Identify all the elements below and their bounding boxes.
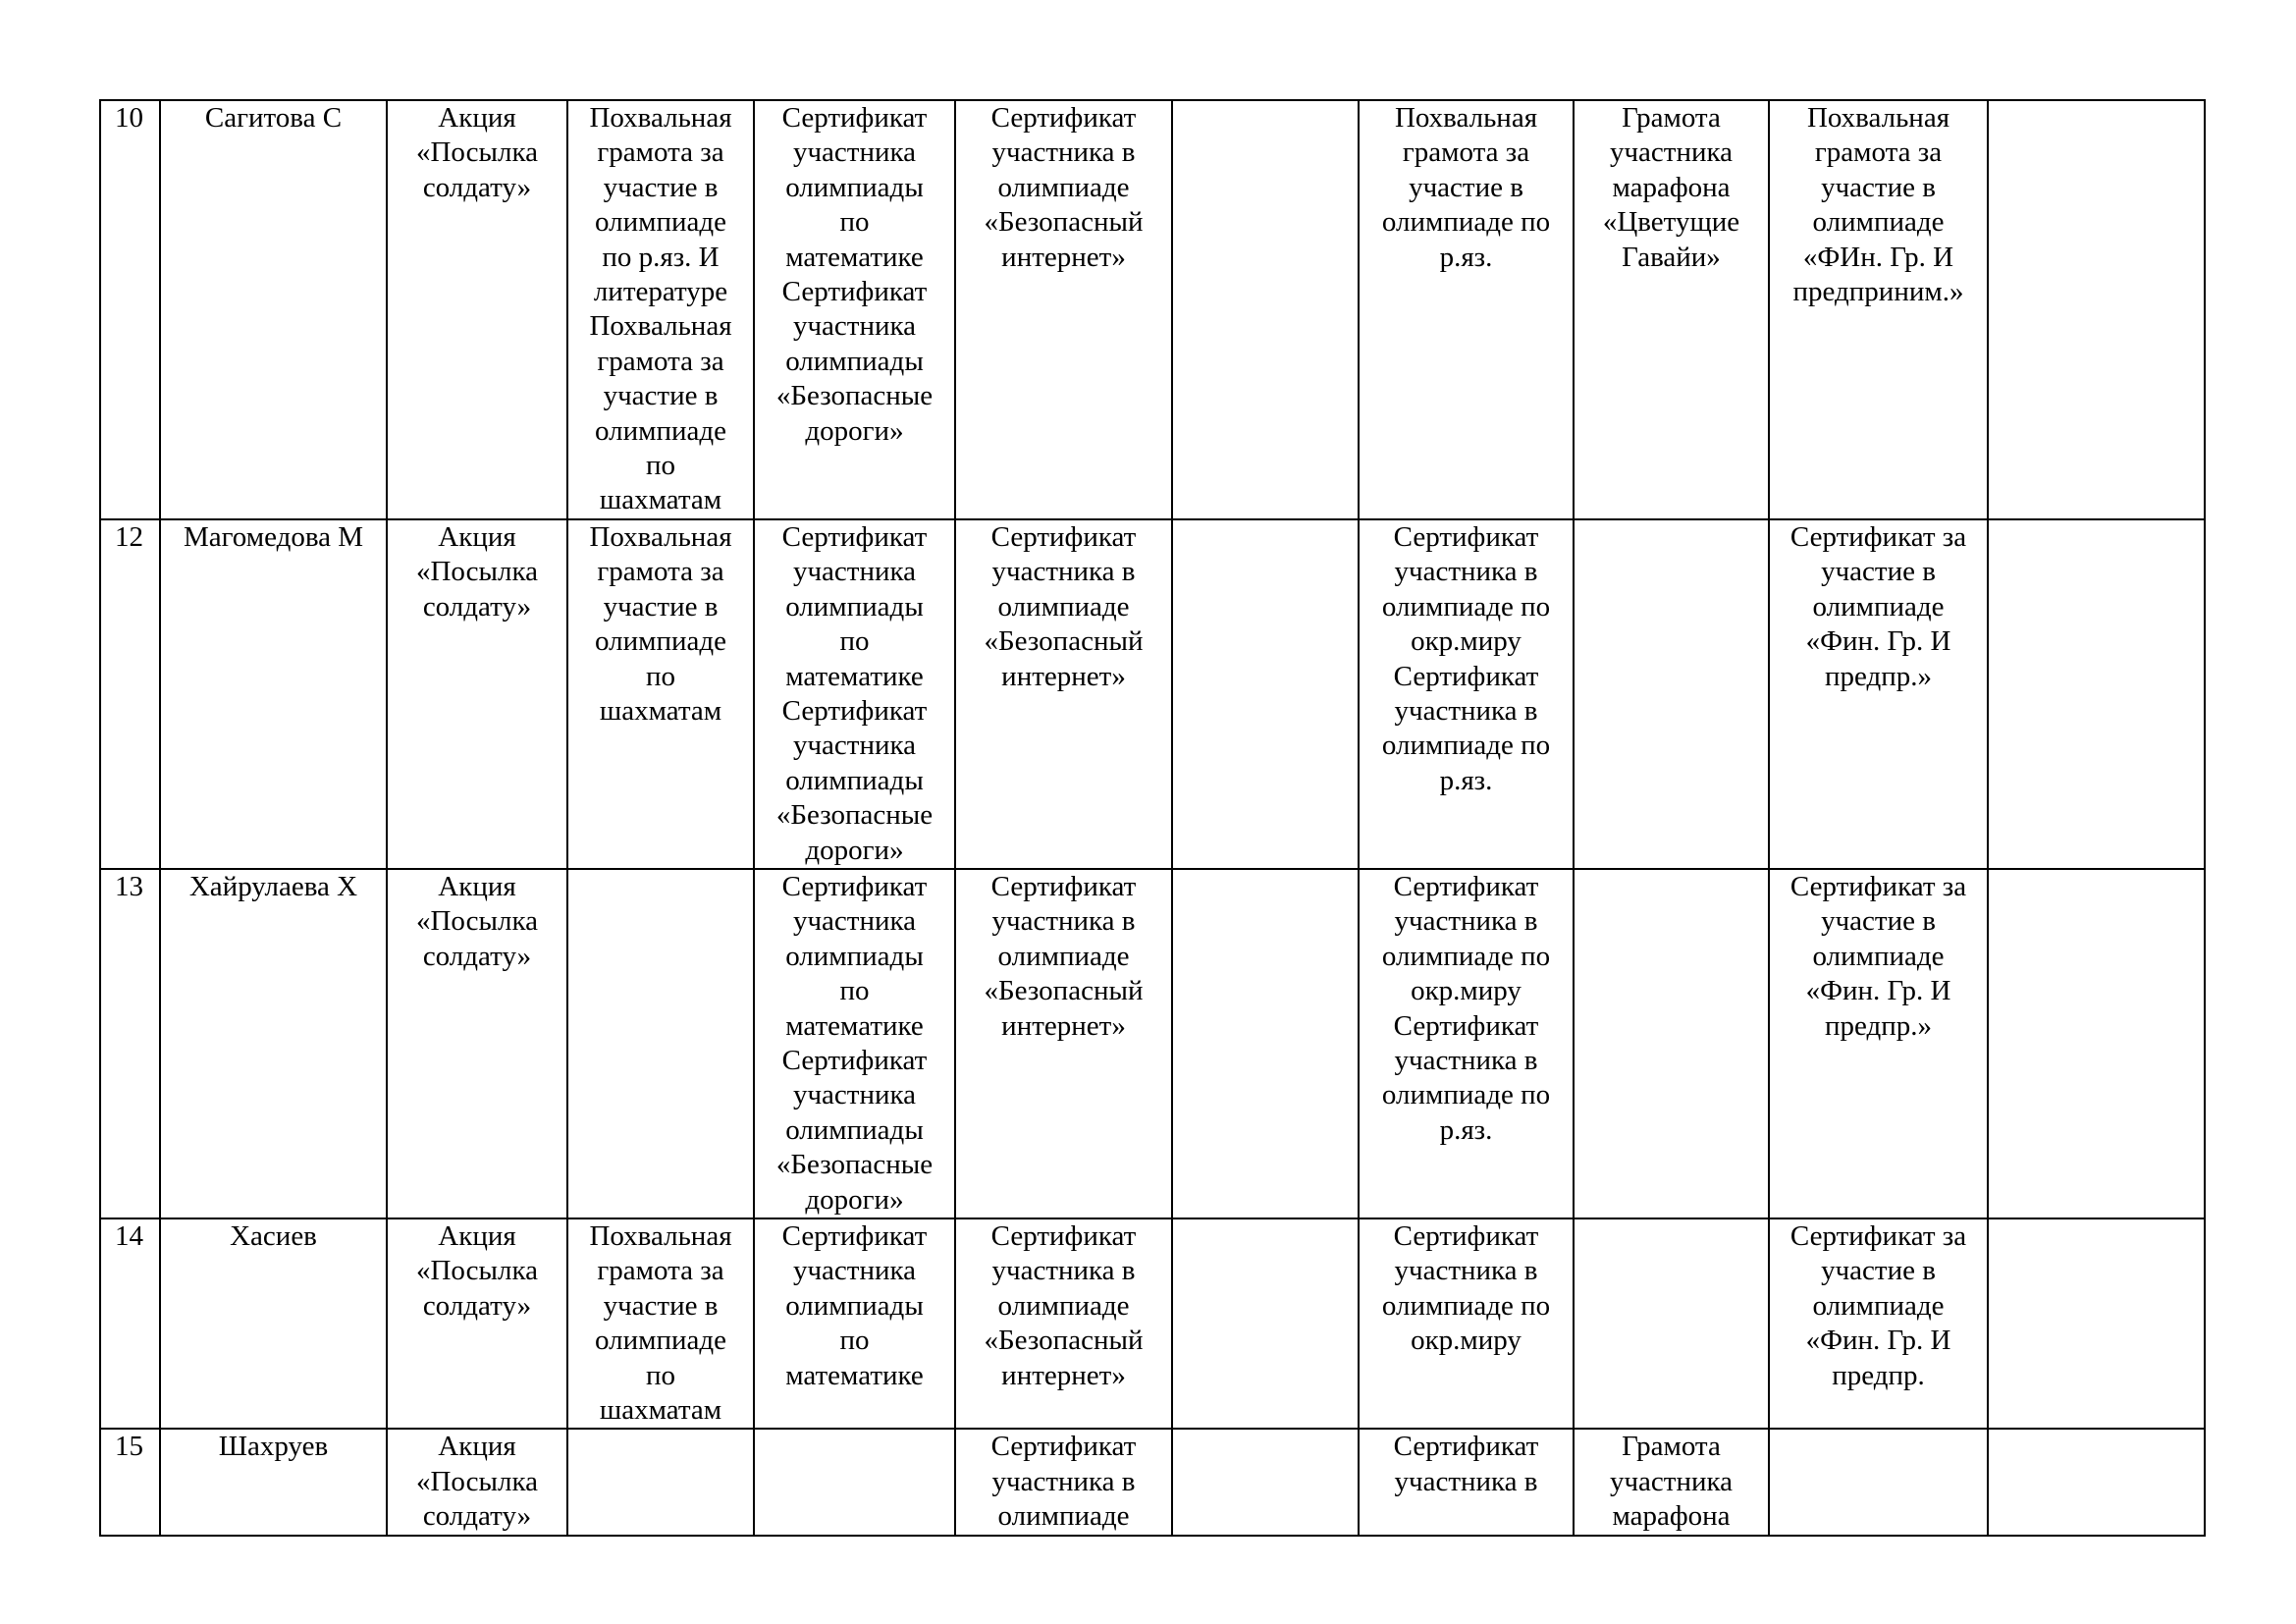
awards-table: [99, 99, 2206, 1537]
row-number: 10: [100, 100, 160, 519]
student-name: Шахруев: [160, 1429, 387, 1535]
table-cell: Похвальная грамота за участие в олимпиаде «ФИн. Гр. И предприним.»: [1769, 100, 1988, 519]
table-cell: [1574, 1218, 1769, 1429]
table-cell: Грамота участника марафона «Цветущие Гавайи»: [1574, 100, 1769, 519]
table-row: [100, 1429, 2205, 1535]
table-cell: Сертификат за участие в олимпиаде «Фин. Гр. И предпр.»: [1769, 869, 1988, 1218]
table-cell: [1574, 519, 1769, 869]
table-cell: [567, 1429, 754, 1535]
table-cell: [1574, 869, 1769, 1218]
table-row: [100, 519, 2205, 869]
table-cell: [1172, 519, 1359, 869]
table-cell: [1988, 1218, 2205, 1429]
table-cell: Акция «Посылка солдату»: [387, 100, 567, 519]
table-cell: Акция «Посылка солдату»: [387, 519, 567, 869]
row-number: 15: [100, 1429, 160, 1535]
table-cell: Грамота участника марафона: [1574, 1429, 1769, 1535]
table-cell: Акция «Посылка солдату»: [387, 869, 567, 1218]
table-cell: Акция «Посылка солдату»: [387, 1429, 567, 1535]
table-row: [100, 1218, 2205, 1429]
table-cell: [1988, 869, 2205, 1218]
student-name: Хасиев: [160, 1218, 387, 1429]
table-row: [100, 100, 2205, 519]
student-name: Сагитова С: [160, 100, 387, 519]
table-cell: [1172, 1218, 1359, 1429]
table-cell: [1172, 869, 1359, 1218]
table-cell: Сертификат за участие в олимпиаде «Фин. Гр. И предпр.»: [1769, 519, 1988, 869]
table-cell: Сертификат участника в олимпиаде «Безопасный интернет»: [955, 869, 1172, 1218]
table-cell: [1172, 100, 1359, 519]
table-cell: [754, 1429, 955, 1535]
table-cell: Сертификат участника в олимпиаде «Безопасный интернет»: [955, 519, 1172, 869]
table-cell: Сертификат участника олимпиады по математике: [754, 1218, 955, 1429]
table-cell: Сертификат участника олимпиады по математике Сертификат участника олимпиады «Безопасные дороги»: [754, 100, 955, 519]
table-cell: Сертификат участника в: [1359, 1429, 1574, 1535]
table-cell: [1172, 1429, 1359, 1535]
table-cell: Акция «Посылка солдату»: [387, 1218, 567, 1429]
table-cell: [1988, 519, 2205, 869]
table-cell: Похвальная грамота за участие в олимпиаде по шахматам: [567, 1218, 754, 1429]
table-cell: [1769, 1429, 1988, 1535]
row-number: 13: [100, 869, 160, 1218]
table-cell: Сертификат участника в олимпиаде: [955, 1429, 1172, 1535]
student-name: Хайрулаева Х: [160, 869, 387, 1218]
table-cell: Сертификат участника олимпиады по математике Сертификат участника олимпиады «Безопасные дороги»: [754, 519, 955, 869]
row-number: 12: [100, 519, 160, 869]
table-cell: Сертификат участника олимпиады по математике Сертификат участника олимпиады «Безопасные дороги»: [754, 869, 955, 1218]
table-cell: Сертификат участника в олимпиаде по окр.миру: [1359, 1218, 1574, 1429]
table-cell: Похвальная грамота за участие в олимпиаде по р.яз.: [1359, 100, 1574, 519]
table-row: [100, 869, 2205, 1218]
table-cell: Сертификат участника в олимпиаде «Безопасный интернет»: [955, 1218, 1172, 1429]
table-cell: Похвальная грамота за участие в олимпиаде по р.яз. И литературе Похвальная грамота за участие в олимпиаде по шахматам: [567, 100, 754, 519]
table-cell: Сертификат участника в олимпиаде «Безопасный интернет»: [955, 100, 1172, 519]
table-cell: Сертификат участника в олимпиаде по окр.миру Сертификат участника в олимпиаде по р.яз.: [1359, 519, 1574, 869]
student-name: Магомедова М: [160, 519, 387, 869]
table-cell: Сертификат за участие в олимпиаде «Фин. Гр. И предпр.: [1769, 1218, 1988, 1429]
table-cell: Похвальная грамота за участие в олимпиаде по шахматам: [567, 519, 754, 869]
table-cell: [567, 869, 754, 1218]
row-number: 14: [100, 1218, 160, 1429]
table-cell: [1988, 1429, 2205, 1535]
table-cell: [1988, 100, 2205, 519]
table-cell: Сертификат участника в олимпиаде по окр.миру Сертификат участника в олимпиаде по р.яз.: [1359, 869, 1574, 1218]
